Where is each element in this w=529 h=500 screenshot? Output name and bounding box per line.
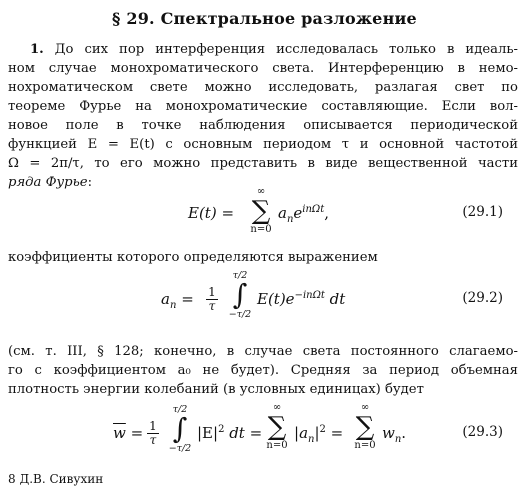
sum-symbol: ∞ ∑ n=0 bbox=[354, 402, 376, 451]
emphasis-text: ряда Фурье bbox=[8, 175, 88, 190]
section-title: § 29. Спектральное разложение bbox=[112, 9, 417, 28]
fraction: $\frac{1}{\tau}$ bbox=[147, 420, 159, 447]
paragraph-line: новое поле в точке наблюдения описывается периодической bbox=[8, 118, 518, 133]
equation-29-3 bbox=[0, 402, 529, 466]
eq3-sum1-term: $|a_n|^2$ = bbox=[294, 424, 344, 445]
paragraph-line: (см. т. III, § 128; конечно, в случае света постоянного слагаемо- bbox=[8, 344, 518, 359]
integral-symbol: τ/2 ∫ −τ/2 bbox=[228, 270, 252, 320]
equation-29-2 bbox=[0, 272, 529, 334]
paragraph-line: теореме Фурье на монохроматические составляющие. Если вол- bbox=[8, 99, 518, 114]
paragraph-1 bbox=[8, 40, 518, 192]
paragraph-line: плотность энергии колебаний (в условных единицах) будет bbox=[8, 382, 424, 397]
paragraph-line: нохроматическом свете можно исследовать, разлагая свет по bbox=[8, 80, 518, 95]
sum-symbol: ∞ ∑ n=0 bbox=[266, 402, 288, 451]
equation-number: (29.3) bbox=[462, 424, 503, 440]
equation-number: (29.2) bbox=[462, 290, 503, 306]
paragraph-line: ном случае монохроматического света. Интерференцию в немо- bbox=[8, 61, 518, 76]
eq1-lhs: E(t) = bbox=[188, 204, 235, 222]
eq1-term: $a_ne^{in\Omega t}$, bbox=[278, 204, 330, 225]
eq3-sum2-term: $w_n$. bbox=[382, 424, 407, 445]
eq2-body: $E(t)e^{-in\Omega t}$ dt bbox=[257, 290, 346, 308]
paragraph-line: Ω = 2π/τ, то его можно представить в виде вещественной части bbox=[8, 156, 518, 171]
paragraph-number: 1. bbox=[30, 42, 44, 57]
page-footer: 8 Д.В. Сивухин bbox=[8, 472, 104, 486]
paragraph-3 bbox=[8, 342, 518, 399]
fraction: $\frac{1}{\tau}$ bbox=[206, 286, 218, 313]
paragraph-line: 1. До сих пор интерференция исследовалась только в идеаль- bbox=[30, 42, 518, 57]
paragraph-2 bbox=[8, 248, 518, 267]
eq3-body: $|E|^2$ dt = bbox=[197, 424, 263, 442]
equation-number: (29.1) bbox=[462, 204, 503, 220]
eq2-lhs: $a_n$ = bbox=[161, 290, 194, 311]
sum-symbol: ∞ ∑ n=0 bbox=[250, 186, 272, 235]
paragraph-line: го с коэффициентом a₀ не будет). Средняя за период объемная bbox=[8, 363, 518, 378]
paragraph-line: ряда Фурье: bbox=[8, 175, 93, 190]
equation-29-1 bbox=[0, 186, 529, 240]
integral-symbol: τ/2 ∫ −τ/2 bbox=[168, 404, 192, 454]
eq3-lhs: $\overline{w}$ = bbox=[113, 424, 144, 442]
paragraph-line: коэффициенты которого определяются выражением bbox=[8, 250, 378, 265]
paragraph-line: функцией E = E(t) с основным периодом τ и основной частотой bbox=[8, 137, 518, 152]
